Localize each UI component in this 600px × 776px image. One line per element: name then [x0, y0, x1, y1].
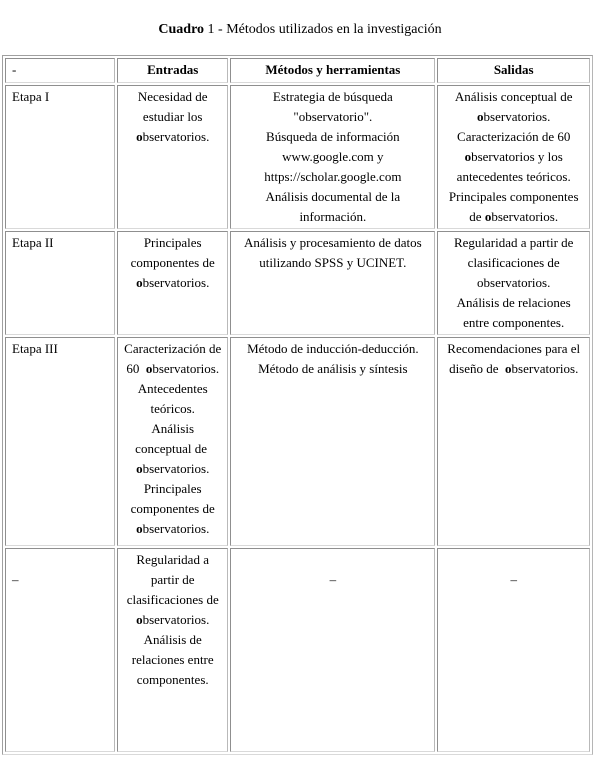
cell-etapa2-entradas: Principales componentes de observatorios.: [117, 231, 228, 335]
table-row-etapa1: [5, 85, 590, 229]
cell-etapa2-metodos: Análisis y procesamiento de datos utilizando SPSS y UCINET.: [230, 231, 435, 335]
cell-etapa1-salidas: Análisis conceptual de observatorios. Caracterización de 60 observatorios y los antecedentes teóricos. Principales componentes de observatorios.: [437, 85, 590, 229]
header-row: [5, 58, 590, 83]
cell-etapa3-entradas: Caracterización de 60 observatorios. Antecedentes teóricos. Análisis conceptual de observatorios. Principales componentes de observatorios.: [117, 337, 228, 546]
cell-etapa3-metodos: Método de inducción-deducción. Método de análisis y síntesis: [230, 337, 435, 546]
document-page: [0, 21, 600, 776]
table-row-etapa2: [5, 231, 590, 335]
table-caption-label: Cuadro: [158, 22, 205, 37]
header-cell-metodos: Métodos y herramientas: [230, 58, 435, 83]
table-row-etapa3: [5, 337, 590, 546]
table-caption: [0, 21, 600, 39]
header-cell-salidas: Salidas: [437, 58, 590, 83]
cell-etapa1-entradas: Necesidad de estudiar los observatorios.: [117, 85, 228, 229]
cell-etapa1-metodos: Estrategia de búsqueda "observatorio". Búsqueda de información www.google.com y https://scholar.google.com Análisis documental de la información.: [230, 85, 435, 229]
cell-final-stage: –: [5, 548, 115, 752]
header-cell-entradas: Entradas: [117, 58, 228, 83]
cell-etapa2-salidas: Regularidad a partir de clasificaciones de observatorios. Análisis de relaciones entre componentes.: [437, 231, 590, 335]
cell-etapa2-stage: Etapa II: [5, 231, 115, 335]
methods-table: [2, 55, 593, 755]
cell-etapa3-stage: Etapa III: [5, 337, 115, 546]
table-row-final: [5, 548, 590, 752]
cell-etapa3-salidas: Recomendaciones para el diseño de observatorios.: [437, 337, 590, 546]
table-caption-text: 1 - Métodos utilizados en la investigación: [204, 22, 442, 37]
cell-final-entradas: Regularidad a partir de clasificaciones de observatorios. Análisis de relaciones entre componentes.: [117, 548, 228, 752]
cell-etapa1-stage: Etapa I: [5, 85, 115, 229]
header-cell-stage: -: [5, 58, 115, 83]
cell-final-salidas: –: [437, 548, 590, 752]
cell-final-metodos: –: [230, 548, 435, 752]
